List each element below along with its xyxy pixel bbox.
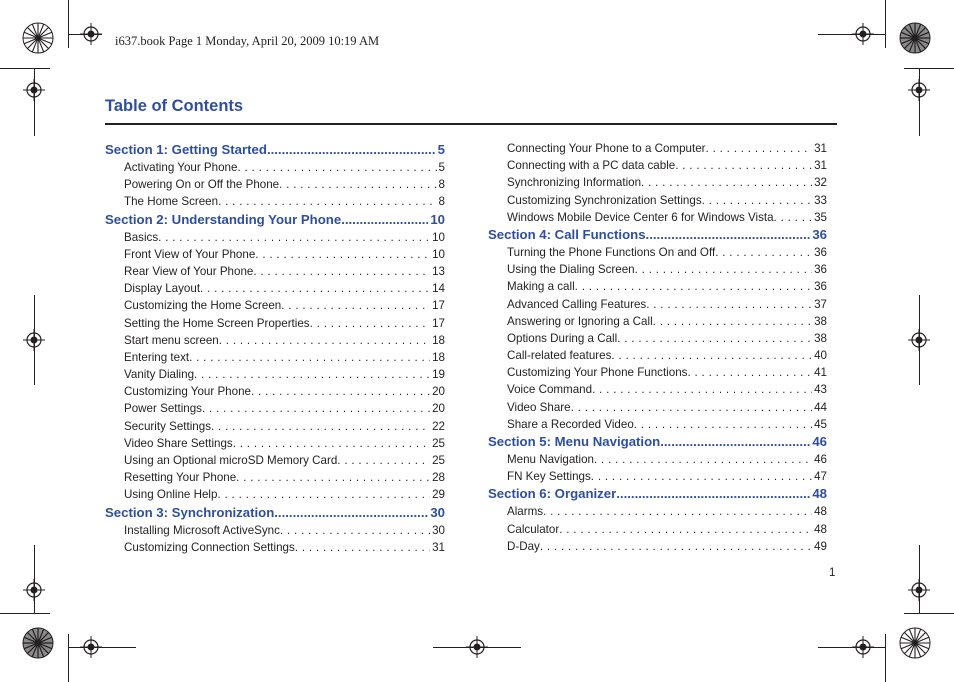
toc-entry[interactable] (488, 364, 827, 381)
toc-entry[interactable] (488, 468, 827, 485)
toc-page-number: 14 (432, 282, 445, 296)
dot-leader (543, 503, 812, 520)
dot-leader (219, 332, 430, 349)
toc-page-number: 35 (814, 210, 827, 224)
toc-entry[interactable] (488, 296, 827, 313)
toc-page-number: 31 (814, 142, 827, 155)
dot-leader (575, 278, 812, 295)
dot-leader (616, 485, 810, 503)
toc-entry[interactable] (488, 347, 827, 364)
toc-label: Synchronizing Information (507, 176, 642, 190)
toc-entry[interactable] (488, 416, 827, 433)
toc-page-number: 46 (814, 453, 827, 466)
toc-page-number: 25 (432, 454, 445, 467)
toc-page-number: 18 (432, 350, 445, 364)
dot-leader (591, 468, 812, 485)
registration-mark-icon (466, 636, 488, 658)
toc-entry[interactable] (105, 332, 445, 349)
crop-line (904, 68, 954, 69)
dot-leader (251, 383, 430, 400)
dot-leader (280, 522, 430, 539)
toc-label: Section 3: Synchronization (105, 504, 275, 520)
toc-label: The Home Screen (124, 195, 219, 209)
dot-leader (233, 435, 430, 452)
toc-label: Video Share Settings (124, 436, 233, 450)
toc-entry[interactable] (105, 539, 445, 556)
toc-page-number: 19 (432, 368, 445, 382)
toc-entry[interactable] (105, 159, 445, 176)
crop-line (0, 68, 50, 69)
toc-entry[interactable] (488, 521, 827, 538)
toc-label: Entering text (124, 350, 190, 364)
toc-entry[interactable] (105, 315, 445, 332)
dot-leader (281, 297, 430, 314)
dot-leader (253, 263, 430, 280)
toc-section-heading[interactable] (488, 485, 827, 503)
toc-entry[interactable] (488, 381, 827, 398)
toc-page-number: 36 (814, 280, 827, 294)
toc-page-number: 31 (432, 540, 445, 554)
toc-page-number: 30 (430, 504, 445, 520)
toc-label: Menu Navigation (507, 453, 595, 466)
toc-page-number: 47 (814, 470, 827, 484)
toc-entry[interactable] (488, 261, 827, 278)
crop-line (68, 0, 69, 48)
dot-leader (540, 538, 812, 555)
toc-page-number: 8 (438, 195, 445, 209)
dot-leader (158, 229, 430, 246)
toc-page-number: 37 (814, 297, 827, 311)
toc-label: Customizing Connection Settings (124, 540, 295, 554)
toc-page-number: 46 (812, 434, 827, 449)
star-target-icon (899, 22, 931, 54)
toc-page-number: 28 (432, 471, 445, 485)
registration-mark-icon (80, 636, 102, 658)
registration-mark-icon (852, 636, 874, 658)
toc-entry[interactable] (105, 263, 445, 280)
toc-page-number: 31 (814, 159, 827, 173)
crop-line (885, 634, 886, 682)
toc-right-column (488, 140, 827, 555)
toc-entry[interactable] (105, 522, 445, 539)
toc-label: Setting the Home Screen Properties (124, 316, 310, 330)
crop-line (885, 0, 886, 48)
toc-page-number: 18 (432, 333, 445, 347)
dot-leader (687, 364, 812, 381)
toc-entry[interactable] (105, 418, 445, 435)
toc-page-number: 17 (432, 299, 445, 313)
toc-page-number: 20 (432, 385, 445, 399)
toc-label: Rear View of Your Phone (124, 264, 254, 278)
toc-label: Customizing the Home Screen (124, 299, 282, 313)
dot-leader (267, 141, 436, 159)
toc-page-number: 13 (432, 264, 445, 278)
toc-page-number: 36 (812, 226, 827, 242)
dot-leader (706, 140, 813, 157)
dot-leader (646, 226, 811, 244)
toc-page-number: 48 (814, 522, 827, 536)
registration-mark-icon (908, 79, 930, 101)
toc-label: Connecting with a PC data cable (507, 159, 676, 173)
dot-leader (295, 539, 430, 556)
toc-label: Making a call (507, 280, 575, 294)
toc-label: Call-related features (507, 349, 612, 363)
crop-line (68, 647, 136, 648)
toc-label: Connecting Your Phone to a Computer (507, 142, 706, 155)
toc-page-number: 22 (432, 419, 445, 433)
toc-entry[interactable] (105, 469, 445, 486)
toc-page-number: 10 (432, 230, 445, 244)
toc-page-number: 48 (812, 486, 827, 502)
toc-page-number: 48 (814, 505, 827, 519)
toc-page-number: 43 (814, 383, 827, 397)
toc-label: Using the Dialing Screen (507, 263, 635, 277)
toc-page-number: 44 (814, 400, 827, 414)
toc-page-number: 20 (432, 402, 445, 416)
toc-label: Basics (124, 230, 159, 244)
toc-label: Front View of Your Phone (124, 247, 256, 261)
page-number: 1 (829, 567, 836, 579)
toc-page-number: 38 (814, 314, 827, 328)
crop-line (68, 634, 69, 682)
toc-label: Security Settings (124, 419, 211, 433)
toc-label: Powering On or Off the Phone (124, 178, 280, 192)
toc-label: Section 5: Menu Navigation (488, 434, 661, 449)
toc-label: Share a Recorded Video (507, 417, 634, 431)
toc-label: Turning the Phone Functions On and Off (507, 245, 716, 259)
toc-entry[interactable] (105, 280, 445, 297)
dot-leader (611, 347, 812, 364)
toc-page-number: 49 (814, 539, 827, 553)
dot-leader (635, 261, 812, 278)
crop-line (904, 613, 954, 614)
toc-page-number: 10 (430, 211, 445, 227)
dot-leader (774, 209, 813, 226)
dot-leader (202, 400, 430, 417)
toc-label: FN Key Settings (507, 470, 591, 484)
dot-leader (189, 349, 430, 366)
toc-label: D-Day (507, 539, 540, 553)
dot-leader (274, 504, 428, 522)
toc-page-number: 5 (438, 161, 445, 174)
toc-label: Section 1: Getting Started (105, 142, 267, 157)
toc-label: Alarms (507, 505, 544, 519)
toc-entry[interactable] (488, 174, 827, 191)
dot-leader (641, 174, 812, 191)
dot-leader (310, 315, 430, 332)
dot-leader (646, 296, 812, 313)
toc-section-heading[interactable] (488, 433, 827, 451)
toc-label: Using an Optional microSD Memory Card (124, 454, 338, 467)
toc-label: Using Online Help (124, 488, 218, 502)
toc-page-number: 5 (437, 142, 445, 157)
toc-entry[interactable] (488, 451, 827, 468)
title-rule (105, 123, 837, 125)
toc-page-number: 17 (432, 316, 445, 330)
dot-leader (279, 176, 436, 193)
toc-entry[interactable] (488, 399, 827, 416)
toc-entry[interactable] (105, 246, 445, 263)
dot-leader (715, 244, 812, 261)
toc-entry[interactable] (105, 176, 445, 193)
toc-entry[interactable] (105, 366, 445, 383)
toc-label: Section 4: Call Functions (488, 226, 646, 242)
toc-label: Activating Your Phone (124, 161, 238, 174)
dot-leader (194, 366, 430, 383)
dot-leader (236, 469, 430, 486)
dot-leader (218, 193, 436, 210)
toc-page-number: 8 (438, 178, 445, 192)
registration-mark-icon (80, 23, 102, 45)
toc-label: Start menu screen (124, 333, 219, 347)
registration-mark-icon (23, 329, 45, 351)
toc-section-heading[interactable] (105, 141, 445, 159)
toc-label: Power Settings (124, 402, 202, 416)
dot-leader (675, 157, 812, 174)
toc-label: Customizing Your Phone (124, 385, 251, 399)
toc-label: Installing Microsoft ActiveSync (124, 523, 280, 537)
print-header: i637.book Page 1 Monday, April 20, 2009 10:19 AM (115, 34, 380, 48)
star-target-icon (22, 22, 54, 54)
registration-mark-icon (23, 579, 45, 601)
toc-label: Section 2: Understanding Your Phone (105, 211, 342, 227)
toc-label: Calculator (507, 522, 560, 536)
toc-page-number: 38 (814, 331, 827, 345)
toc-page-number: 10 (432, 247, 445, 261)
toc-label: Options During a Call (507, 331, 618, 345)
toc-section-heading[interactable] (488, 226, 827, 244)
toc-entry[interactable] (105, 383, 445, 400)
toc-label: Resetting Your Phone (124, 471, 237, 485)
registration-mark-icon (908, 579, 930, 601)
toc-page-number: 25 (432, 436, 445, 450)
toc-label: Answering or Ignoring a Call (507, 314, 653, 328)
toc-page-number: 32 (814, 176, 827, 190)
toc-entry[interactable] (105, 486, 445, 503)
toc-label: Advanced Calling Features (507, 297, 647, 311)
toc-entry[interactable] (488, 278, 827, 295)
dot-leader (660, 433, 810, 451)
dot-leader (634, 416, 812, 433)
dot-leader (255, 246, 430, 263)
toc-label: Vanity Dialing (124, 368, 195, 382)
dot-leader (200, 280, 430, 297)
toc-entry[interactable] (105, 349, 445, 366)
toc-label: Display Layout (124, 282, 201, 296)
toc-entry[interactable] (488, 140, 827, 157)
toc-entry[interactable] (105, 452, 445, 469)
toc-label: Section 6: Organizer (488, 486, 617, 502)
toc-entry[interactable] (488, 503, 827, 520)
toc-entry[interactable] (105, 435, 445, 452)
dot-leader (592, 381, 812, 398)
page-title: Table of Contents (105, 97, 244, 115)
toc-page-number: 33 (814, 193, 827, 207)
dot-leader (341, 211, 428, 229)
toc-section-heading[interactable] (105, 211, 445, 229)
toc-entry[interactable] (105, 400, 445, 417)
toc-label: Customizing Your Phone Functions (507, 366, 688, 380)
toc-entry[interactable] (488, 192, 827, 209)
dot-leader (617, 330, 812, 347)
dot-leader (211, 418, 430, 435)
toc-section-heading[interactable] (105, 504, 445, 522)
toc-entry[interactable] (488, 313, 827, 330)
crop-line (0, 613, 50, 614)
toc-label: Customizing Synchronization Settings (507, 193, 702, 207)
registration-mark-icon (852, 23, 874, 45)
toc-entry[interactable] (105, 297, 445, 314)
toc-page-number: 29 (432, 488, 445, 502)
dot-leader (217, 486, 430, 503)
toc-page-number: 36 (814, 245, 827, 259)
dot-leader (559, 521, 812, 538)
dot-leader (237, 159, 436, 176)
star-target-icon (22, 627, 54, 659)
toc-left-column (105, 141, 445, 556)
toc-page-number: 36 (814, 263, 827, 277)
dot-leader (337, 452, 430, 469)
toc-label: Windows Mobile Device Center 6 for Windows Vista (507, 210, 774, 224)
dot-leader (702, 192, 812, 209)
dot-leader (571, 399, 812, 416)
dot-leader (594, 451, 812, 468)
toc-entry[interactable] (105, 193, 445, 210)
toc-entry[interactable] (488, 209, 827, 226)
registration-mark-icon (908, 329, 930, 351)
toc-label: Voice Command (507, 383, 593, 397)
toc-page-number: 30 (432, 523, 445, 537)
toc-page-number: 40 (814, 349, 827, 363)
dot-leader (653, 313, 812, 330)
registration-mark-icon (23, 79, 45, 101)
toc-page-number: 45 (814, 417, 827, 431)
toc-entry[interactable] (488, 538, 827, 555)
toc-entry[interactable] (488, 157, 827, 174)
toc-entry[interactable] (488, 244, 827, 261)
toc-label: Video Share (507, 400, 571, 414)
star-target-icon (899, 627, 931, 659)
toc-entry[interactable] (488, 330, 827, 347)
toc-page-number: 41 (814, 366, 827, 380)
toc-entry[interactable] (105, 229, 445, 246)
